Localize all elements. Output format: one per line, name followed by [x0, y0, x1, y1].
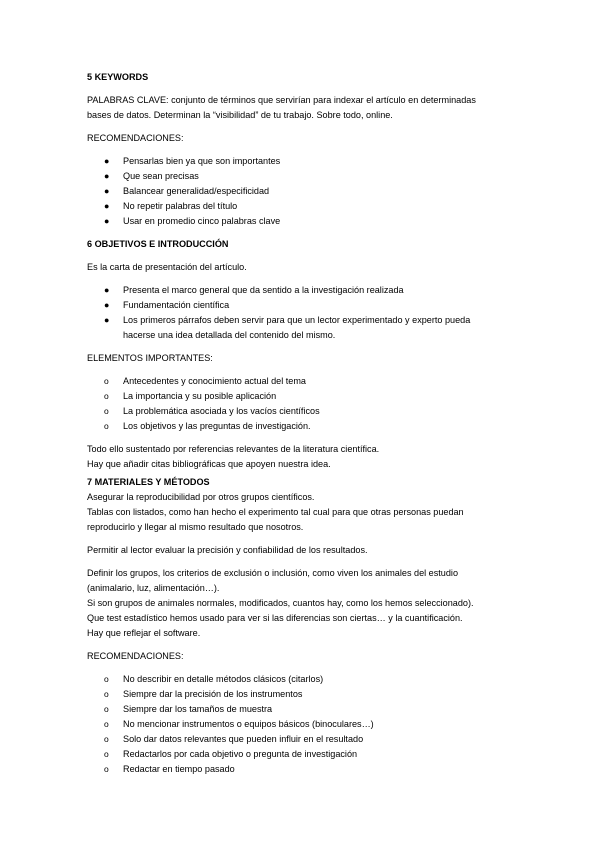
objectives-closing	[87, 442, 519, 472]
text-line: Hay que reflejar el software.	[87, 628, 201, 638]
circle-bullet-icon: o	[104, 689, 109, 699]
list-item: ● Fundamentación científica	[87, 298, 519, 313]
list-item: o La importancia y su posible aplicación	[87, 389, 519, 404]
keywords-recommendations-list	[87, 154, 519, 229]
section-heading-methods: 7 MATERIALES Y MÉTODOS	[87, 477, 210, 487]
circle-bullet-icon: o	[104, 674, 109, 684]
text-line: Hay que añadir citas bibliográficas que apoyen nuestra idea.	[87, 459, 331, 469]
list-item: o Siempre dar la precisión de los instrumentos	[87, 687, 519, 702]
document-page	[87, 70, 519, 785]
elements-label: ELEMENTOS IMPORTANTES:	[87, 353, 213, 363]
text-line: bases de datos. Determinan la “visibilidad” de tu trabajo. Sobre todo, online.	[87, 110, 393, 120]
list-item: o Siempre dar los tamaños de muestra	[87, 702, 519, 717]
circle-bullet-icon: o	[104, 704, 109, 714]
list-item: o No describir en detalle métodos clásicos (citarlos)	[87, 672, 519, 687]
circle-bullet-icon: o	[104, 421, 109, 431]
circle-bullet-icon: o	[104, 764, 109, 774]
bullet-icon: ●	[104, 300, 110, 310]
bullet-icon: ●	[104, 285, 110, 295]
text-line: PALABRAS CLAVE: conjunto de términos que servirían para indexar el artículo en determinadas	[87, 95, 476, 105]
list-item: ● Los primeros párrafos deben servir para que un lector experimentado y experto pueda hacerse una idea detallada del contenido del mismo.	[104, 315, 471, 340]
recommendations-label: RECOMENDACIONES:	[87, 651, 184, 661]
list-item: ● Presenta el marco general que da sentido a la investigación realizada	[87, 283, 519, 298]
text-line: (animalario, luz, alimentación…).	[87, 583, 220, 593]
bullet-icon: ●	[104, 315, 110, 325]
list-item: ● Usar en promedio cinco palabras clave	[87, 214, 519, 229]
list-item: o La problemática asociada y los vacíos científicos	[87, 404, 519, 419]
circle-bullet-icon: o	[104, 376, 109, 386]
bullet-icon: ●	[104, 186, 110, 196]
recommendations-label: RECOMENDACIONES:	[87, 133, 184, 143]
list-item: o Redactar en tiempo pasado	[87, 762, 519, 777]
methods-paragraph-2: Permitir al lector evaluar la precisión y confiabilidad de los resultados.	[87, 545, 368, 555]
text-line: Que test estadístico hemos usado para ver si las diferencias son ciertas… y la cuantificación.	[87, 613, 463, 623]
circle-bullet-icon: o	[104, 391, 109, 401]
bullet-icon: ●	[104, 216, 110, 226]
keywords-definition	[87, 93, 519, 123]
text-line: reproducirlo y llegar al mismo resultado que nosotros.	[87, 522, 304, 532]
list-item: o Redactarlos por cada objetivo o pregunta de investigación	[87, 747, 519, 762]
methods-recommendations-list	[87, 672, 519, 777]
elements-list	[87, 374, 519, 434]
methods-paragraph-3	[87, 566, 519, 641]
bullet-icon: ●	[104, 201, 110, 211]
circle-bullet-icon: o	[104, 719, 109, 729]
list-item: o No mencionar instrumentos o equipos básicos (binoculares…)	[87, 717, 519, 732]
methods-paragraph-1	[87, 490, 519, 535]
list-item: ● Que sean precisas	[87, 169, 519, 184]
list-item: o Antecedentes y conocimiento actual del tema	[87, 374, 519, 389]
list-item: o Solo dar datos relevantes que pueden influir en el resultado	[87, 732, 519, 747]
text-line: Definir los grupos, los criterios de exclusión o inclusión, como viven los animales del estudio	[87, 568, 459, 578]
text-line: Tablas con listados, como han hecho el experimento tal cual para que otras personas puedan	[87, 507, 464, 517]
bullet-icon: ●	[104, 156, 110, 166]
objectives-points-list	[87, 283, 519, 343]
list-item: ● Pensarlas bien ya que son importantes	[87, 154, 519, 169]
list-item: ● No repetir palabras del título	[87, 199, 519, 214]
text-line: Todo ello sustentado por referencias relevantes de la literatura científica.	[87, 444, 380, 454]
list-item: ● Balancear generalidad/especificidad	[87, 184, 519, 199]
objectives-intro: Es la carta de presentación del artículo.	[87, 262, 247, 272]
section-heading-keywords: 5 KEYWORDS	[87, 72, 149, 82]
text-line: Asegurar la reproducibilidad por otros grupos científicos.	[87, 492, 315, 502]
circle-bullet-icon: o	[104, 749, 109, 759]
list-item: o Los objetivos y las preguntas de investigación.	[87, 419, 519, 434]
bullet-icon: ●	[104, 171, 110, 181]
section-heading-objectives: 6 OBJETIVOS E INTRODUCCIÓN	[87, 239, 229, 249]
text-line: Si son grupos de animales normales, modificados, cuantos hay, como los hemos seleccionado).	[87, 598, 474, 608]
circle-bullet-icon: o	[104, 734, 109, 744]
circle-bullet-icon: o	[104, 406, 109, 416]
